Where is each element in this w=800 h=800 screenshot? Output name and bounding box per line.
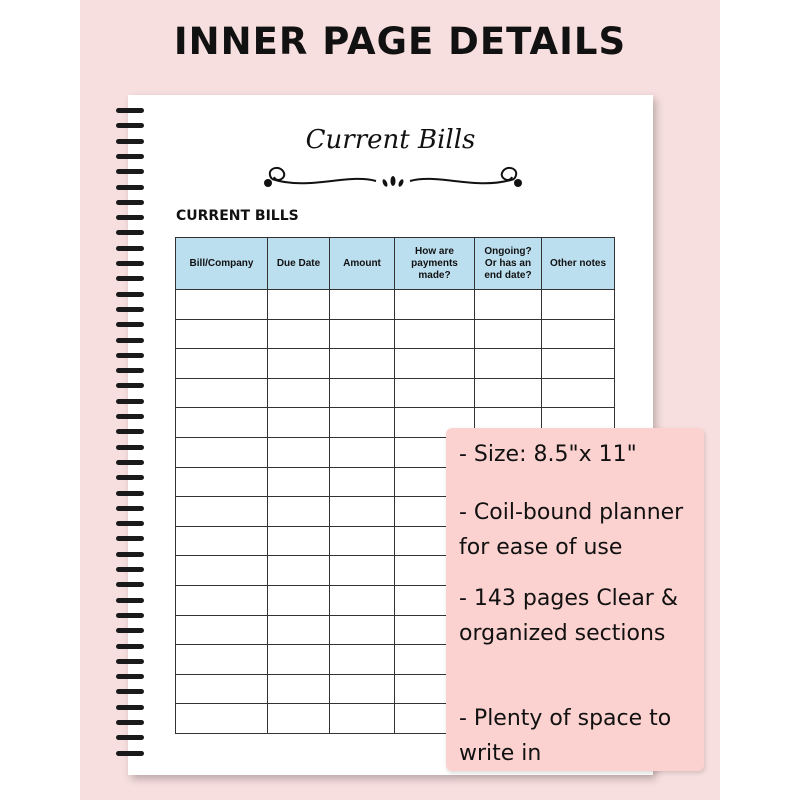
table-cell [330, 645, 395, 675]
coil-ring [116, 628, 144, 633]
table-cell [176, 674, 268, 704]
table-cell [176, 556, 268, 586]
info-item-pages: - 143 pages Clear & organized sections [459, 586, 679, 646]
coil-ring [116, 139, 144, 144]
coil-ring [116, 567, 144, 572]
table-cell [268, 467, 330, 497]
col-header-ongoing: Ongoing? Or has an end date? [475, 238, 542, 290]
table-cell [176, 349, 268, 379]
table-cell [330, 585, 395, 615]
coil-ring [116, 307, 144, 312]
info-item-coil: - Coil-bound planner for ease of use [459, 500, 684, 560]
table-cell [542, 319, 615, 349]
table-cell [395, 290, 475, 320]
table-cell [330, 349, 395, 379]
coil-ring [116, 230, 144, 235]
table-cell [268, 556, 330, 586]
table-cell [542, 378, 615, 408]
table-cell [330, 437, 395, 467]
coil-ring [116, 659, 144, 664]
coil-ring [116, 674, 144, 679]
table-cell [395, 378, 475, 408]
table-header-row [176, 238, 615, 290]
coil-ring [116, 689, 144, 694]
table-cell [330, 556, 395, 586]
table-cell [268, 585, 330, 615]
table-cell [330, 467, 395, 497]
page-title: Current Bills [305, 125, 476, 155]
table-cell [475, 319, 542, 349]
table-row [176, 378, 615, 408]
table-cell [395, 349, 475, 379]
headline: INNER PAGE DETAILS [173, 20, 627, 63]
col-header-bill-company: Bill/Company [176, 238, 268, 290]
table-cell [176, 704, 268, 734]
table-cell [176, 467, 268, 497]
table-cell [268, 615, 330, 645]
coil-ring [116, 215, 144, 220]
coil-ring [116, 705, 144, 710]
table-cell [268, 290, 330, 320]
table-cell [268, 704, 330, 734]
coil-ring [116, 536, 144, 541]
table-cell [330, 378, 395, 408]
coil-ring [116, 429, 144, 434]
table-cell [475, 378, 542, 408]
coil-ring [116, 552, 144, 557]
table-cell [330, 408, 395, 438]
table-cell [176, 615, 268, 645]
table-cell [542, 349, 615, 379]
table-cell [330, 704, 395, 734]
table-cell [176, 497, 268, 527]
table-cell [176, 378, 268, 408]
coil-ring [116, 123, 144, 128]
info-card [446, 428, 704, 771]
table-cell [268, 674, 330, 704]
coil-ring [116, 108, 144, 113]
table-cell [176, 437, 268, 467]
table-cell [176, 585, 268, 615]
section-label: CURRENT BILLS [176, 208, 299, 224]
coil-ring [116, 154, 144, 159]
col-header-amount: Amount [330, 238, 395, 290]
table-cell [330, 290, 395, 320]
table-cell [268, 497, 330, 527]
flourish-divider-icon [258, 161, 528, 195]
table-row [176, 319, 615, 349]
coil-ring [116, 582, 144, 587]
col-header-payment-method: How are payments made? [395, 238, 475, 290]
table-cell [268, 349, 330, 379]
col-header-other-notes: Other notes [542, 238, 615, 290]
table-row [176, 349, 615, 379]
coil-ring [116, 475, 144, 480]
table-cell [330, 526, 395, 556]
table-cell [176, 319, 268, 349]
coil-ring [116, 368, 144, 373]
coil-ring [116, 491, 144, 496]
col-header-due-date: Due Date [268, 238, 330, 290]
table-cell [176, 408, 268, 438]
coil-ring [116, 383, 144, 388]
coil-ring [116, 399, 144, 404]
table-cell [268, 378, 330, 408]
spiral-binding [116, 100, 146, 760]
coil-ring [116, 246, 144, 251]
table-cell [395, 319, 475, 349]
coil-ring [116, 338, 144, 343]
coil-ring [116, 261, 144, 266]
coil-ring [116, 720, 144, 725]
table-cell [268, 437, 330, 467]
coil-ring [116, 353, 144, 358]
coil-ring [116, 276, 144, 281]
table-cell [268, 645, 330, 675]
table-cell [268, 408, 330, 438]
coil-ring [116, 521, 144, 526]
coil-ring [116, 322, 144, 327]
coil-ring [116, 751, 144, 756]
coil-ring [116, 445, 144, 450]
coil-ring [116, 185, 144, 190]
table-cell [542, 290, 615, 320]
coil-ring [116, 644, 144, 649]
table-cell [475, 349, 542, 379]
coil-ring [116, 613, 144, 618]
table-row [176, 290, 615, 320]
info-item-size: - Size: 8.5"x 11" [459, 442, 637, 467]
coil-ring [116, 506, 144, 511]
table-cell [176, 645, 268, 675]
coil-ring [116, 460, 144, 465]
table-cell [330, 674, 395, 704]
table-cell [330, 497, 395, 527]
coil-ring [116, 598, 144, 603]
table-cell [330, 319, 395, 349]
table-cell [176, 526, 268, 556]
table-cell [475, 290, 542, 320]
coil-ring [116, 292, 144, 297]
table-cell [176, 290, 268, 320]
coil-ring [116, 735, 144, 740]
coil-ring [116, 200, 144, 205]
table-cell [330, 615, 395, 645]
coil-ring [116, 169, 144, 174]
table-cell [268, 319, 330, 349]
table-cell [268, 526, 330, 556]
info-item-space: - Plenty of space to write in [459, 706, 672, 766]
coil-ring [116, 414, 144, 419]
